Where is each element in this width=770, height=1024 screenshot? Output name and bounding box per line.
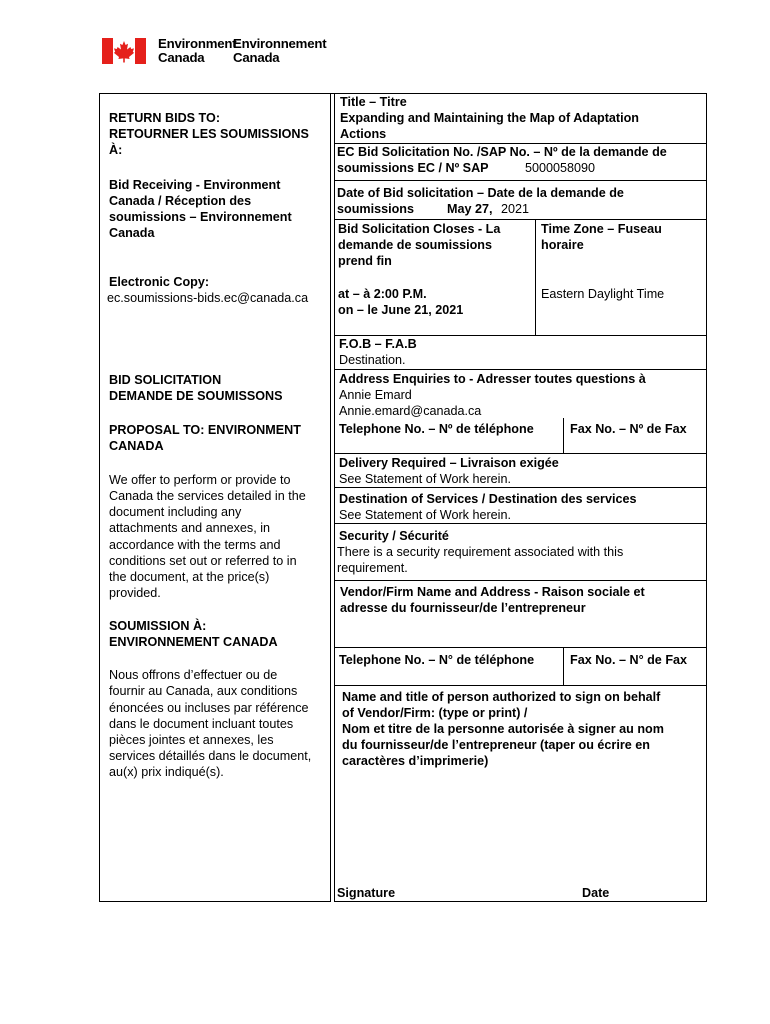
date-sign-label: Date <box>582 886 610 900</box>
destination-value: See Statement of Work herein. <box>339 508 511 522</box>
logo-text-fr-2: Canada <box>233 50 280 65</box>
bid-solicitation-heading-fr: DEMANDE DE SOUMISSONS <box>109 389 283 403</box>
security-text-2: requirement. <box>337 561 408 575</box>
vendor-fax-label: Fax No. – N° de Fax <box>570 653 688 667</box>
solicitation-number-label-2: soumissions EC / Nº SAP <box>337 161 489 175</box>
offer-fr-line: fournir au Canada, aux conditions <box>109 684 298 698</box>
logo-text-en-2: Canada <box>158 50 205 65</box>
closes-label-1: Bid Solicitation Closes - La <box>338 222 501 236</box>
offer-fr-line: pièces jointes et annexes, les <box>109 733 274 747</box>
enquiries-email[interactable]: Annie.emard@canada.ca <box>339 404 482 418</box>
solicitation-number-value: 5000058090 <box>525 161 596 175</box>
canada-flag-icon <box>102 38 146 64</box>
time-zone-label-2: horaire <box>541 238 584 252</box>
bid-receiving-line-3: soumissions – Environnement <box>109 210 292 224</box>
authorized-person-label: du fournisseur/de l’entrepreneur (taper ou écrire en <box>342 738 650 752</box>
signature-label: Signature <box>337 886 396 900</box>
proposal-heading-2: CANADA <box>109 439 164 453</box>
offer-fr-line: au(x) prix indiqué(s). <box>109 765 224 779</box>
enquiries-label: Address Enquiries to - Adresser toutes questions à <box>339 372 646 386</box>
closes-time: at – à 2:00 P.M. <box>338 287 427 301</box>
offer-en-line: Canada the services detailed in the <box>109 489 306 503</box>
return-bids-heading-fr: RETOURNER LES SOUMISSIONS <box>109 127 309 141</box>
bid-receiving-line-2: Canada / Réception des <box>109 194 252 208</box>
destination-label: Destination of Services / Destination des services <box>339 492 637 506</box>
title-value-2: Actions <box>340 127 387 141</box>
solicitation-date-year: 2021 <box>501 202 530 216</box>
offer-en-line: the document, at the price(s) <box>109 570 270 584</box>
vendor-label-2: adresse du fournisseur/de l’entrepreneur <box>340 601 586 615</box>
title-value-1: Expanding and Maintaining the Map of Adaptation <box>340 111 639 125</box>
soumission-heading-2: ENVIRONNEMENT CANADA <box>109 635 278 649</box>
time-zone-value: Eastern Daylight Time <box>541 287 665 301</box>
authorized-person-label: caractères d’imprimerie) <box>342 754 489 768</box>
vendor-telephone-label: Telephone No. – N° de téléphone <box>339 653 535 667</box>
offer-en-line: provided. <box>109 586 161 600</box>
proposal-heading: PROPOSAL TO: ENVIRONMENT <box>109 423 301 437</box>
electronic-copy-label: Electronic Copy: <box>109 275 210 289</box>
solicitation-date-label: Date of Bid solicitation – Date de la demande de <box>337 186 624 200</box>
offer-fr-line: dans le document incluant toutes <box>109 717 294 731</box>
offer-en-line: conditions set out or referred to in <box>109 554 297 568</box>
return-bids-heading: RETURN BIDS TO: <box>109 111 221 125</box>
bid-receiving-line-1: Bid Receiving - Environment <box>109 178 281 192</box>
offer-fr-line: services détaillés dans le document, <box>109 749 312 763</box>
enquiries-name: Annie Emard <box>339 388 412 402</box>
closes-label-2: demande de soumissions <box>338 238 492 252</box>
solicitation-date-label-2: soumissions <box>337 202 414 216</box>
solicitation-date-value: May 27, <box>447 202 493 216</box>
solicitation-number-label: EC Bid Solicitation No. /SAP No. – Nº de la demande de <box>337 145 667 159</box>
government-logo <box>102 36 327 65</box>
security-label: Security / Sécurité <box>339 529 449 543</box>
closes-label-3: prend fin <box>338 254 392 268</box>
offer-en-line: accordance with the terms and <box>109 538 281 552</box>
soumission-heading: SOUMISSION À: <box>109 619 207 633</box>
offer-fr-line: énoncées ou incluses par référence <box>109 701 309 715</box>
time-zone-label: Time Zone – Fuseau <box>541 222 662 236</box>
logo-text-fr-1: Environnement <box>233 36 327 51</box>
authorized-person-label: Name and title of person authorized to sign on behalf <box>342 690 661 704</box>
delivery-value: See Statement of Work herein. <box>339 472 511 486</box>
bid-solicitation-heading: BID SOLICITATION <box>109 373 222 387</box>
title-label: Title – Titre <box>340 95 407 109</box>
security-text-1: There is a security requirement associated with this <box>337 545 624 559</box>
delivery-label: Delivery Required – Livraison exigée <box>339 456 559 470</box>
electronic-copy-email[interactable]: ec.soumissions-bids.ec@canada.ca <box>107 291 309 305</box>
authorized-person-label: of Vendor/Firm: (type or print) / <box>342 706 528 720</box>
offer-fr-line: Nous offrons d’effectuer ou de <box>109 668 278 682</box>
closes-date: on – le June 21, 2021 <box>338 303 464 317</box>
offer-en-line: We offer to perform or provide to <box>109 473 291 487</box>
offer-en-line: document including any <box>109 505 242 519</box>
fob-label: F.O.B – F.A.B <box>339 337 417 351</box>
fob-value: Destination. <box>339 353 406 367</box>
offer-en-line: attachments and annexes, in <box>109 521 271 535</box>
vendor-label-1: Vendor/Firm Name and Address - Raison sociale et <box>340 585 645 599</box>
fax-label: Fax No. – Nº de Fax <box>570 422 687 436</box>
return-bids-heading-fr-2: À: <box>109 143 123 157</box>
telephone-label: Telephone No. – Nº de téléphone <box>339 422 534 436</box>
bid-receiving-line-4: Canada <box>109 226 155 240</box>
authorized-person-label: Nom et titre de la personne autorisée à signer au nom <box>342 722 664 736</box>
logo-text-en-1: Environment <box>158 36 237 51</box>
